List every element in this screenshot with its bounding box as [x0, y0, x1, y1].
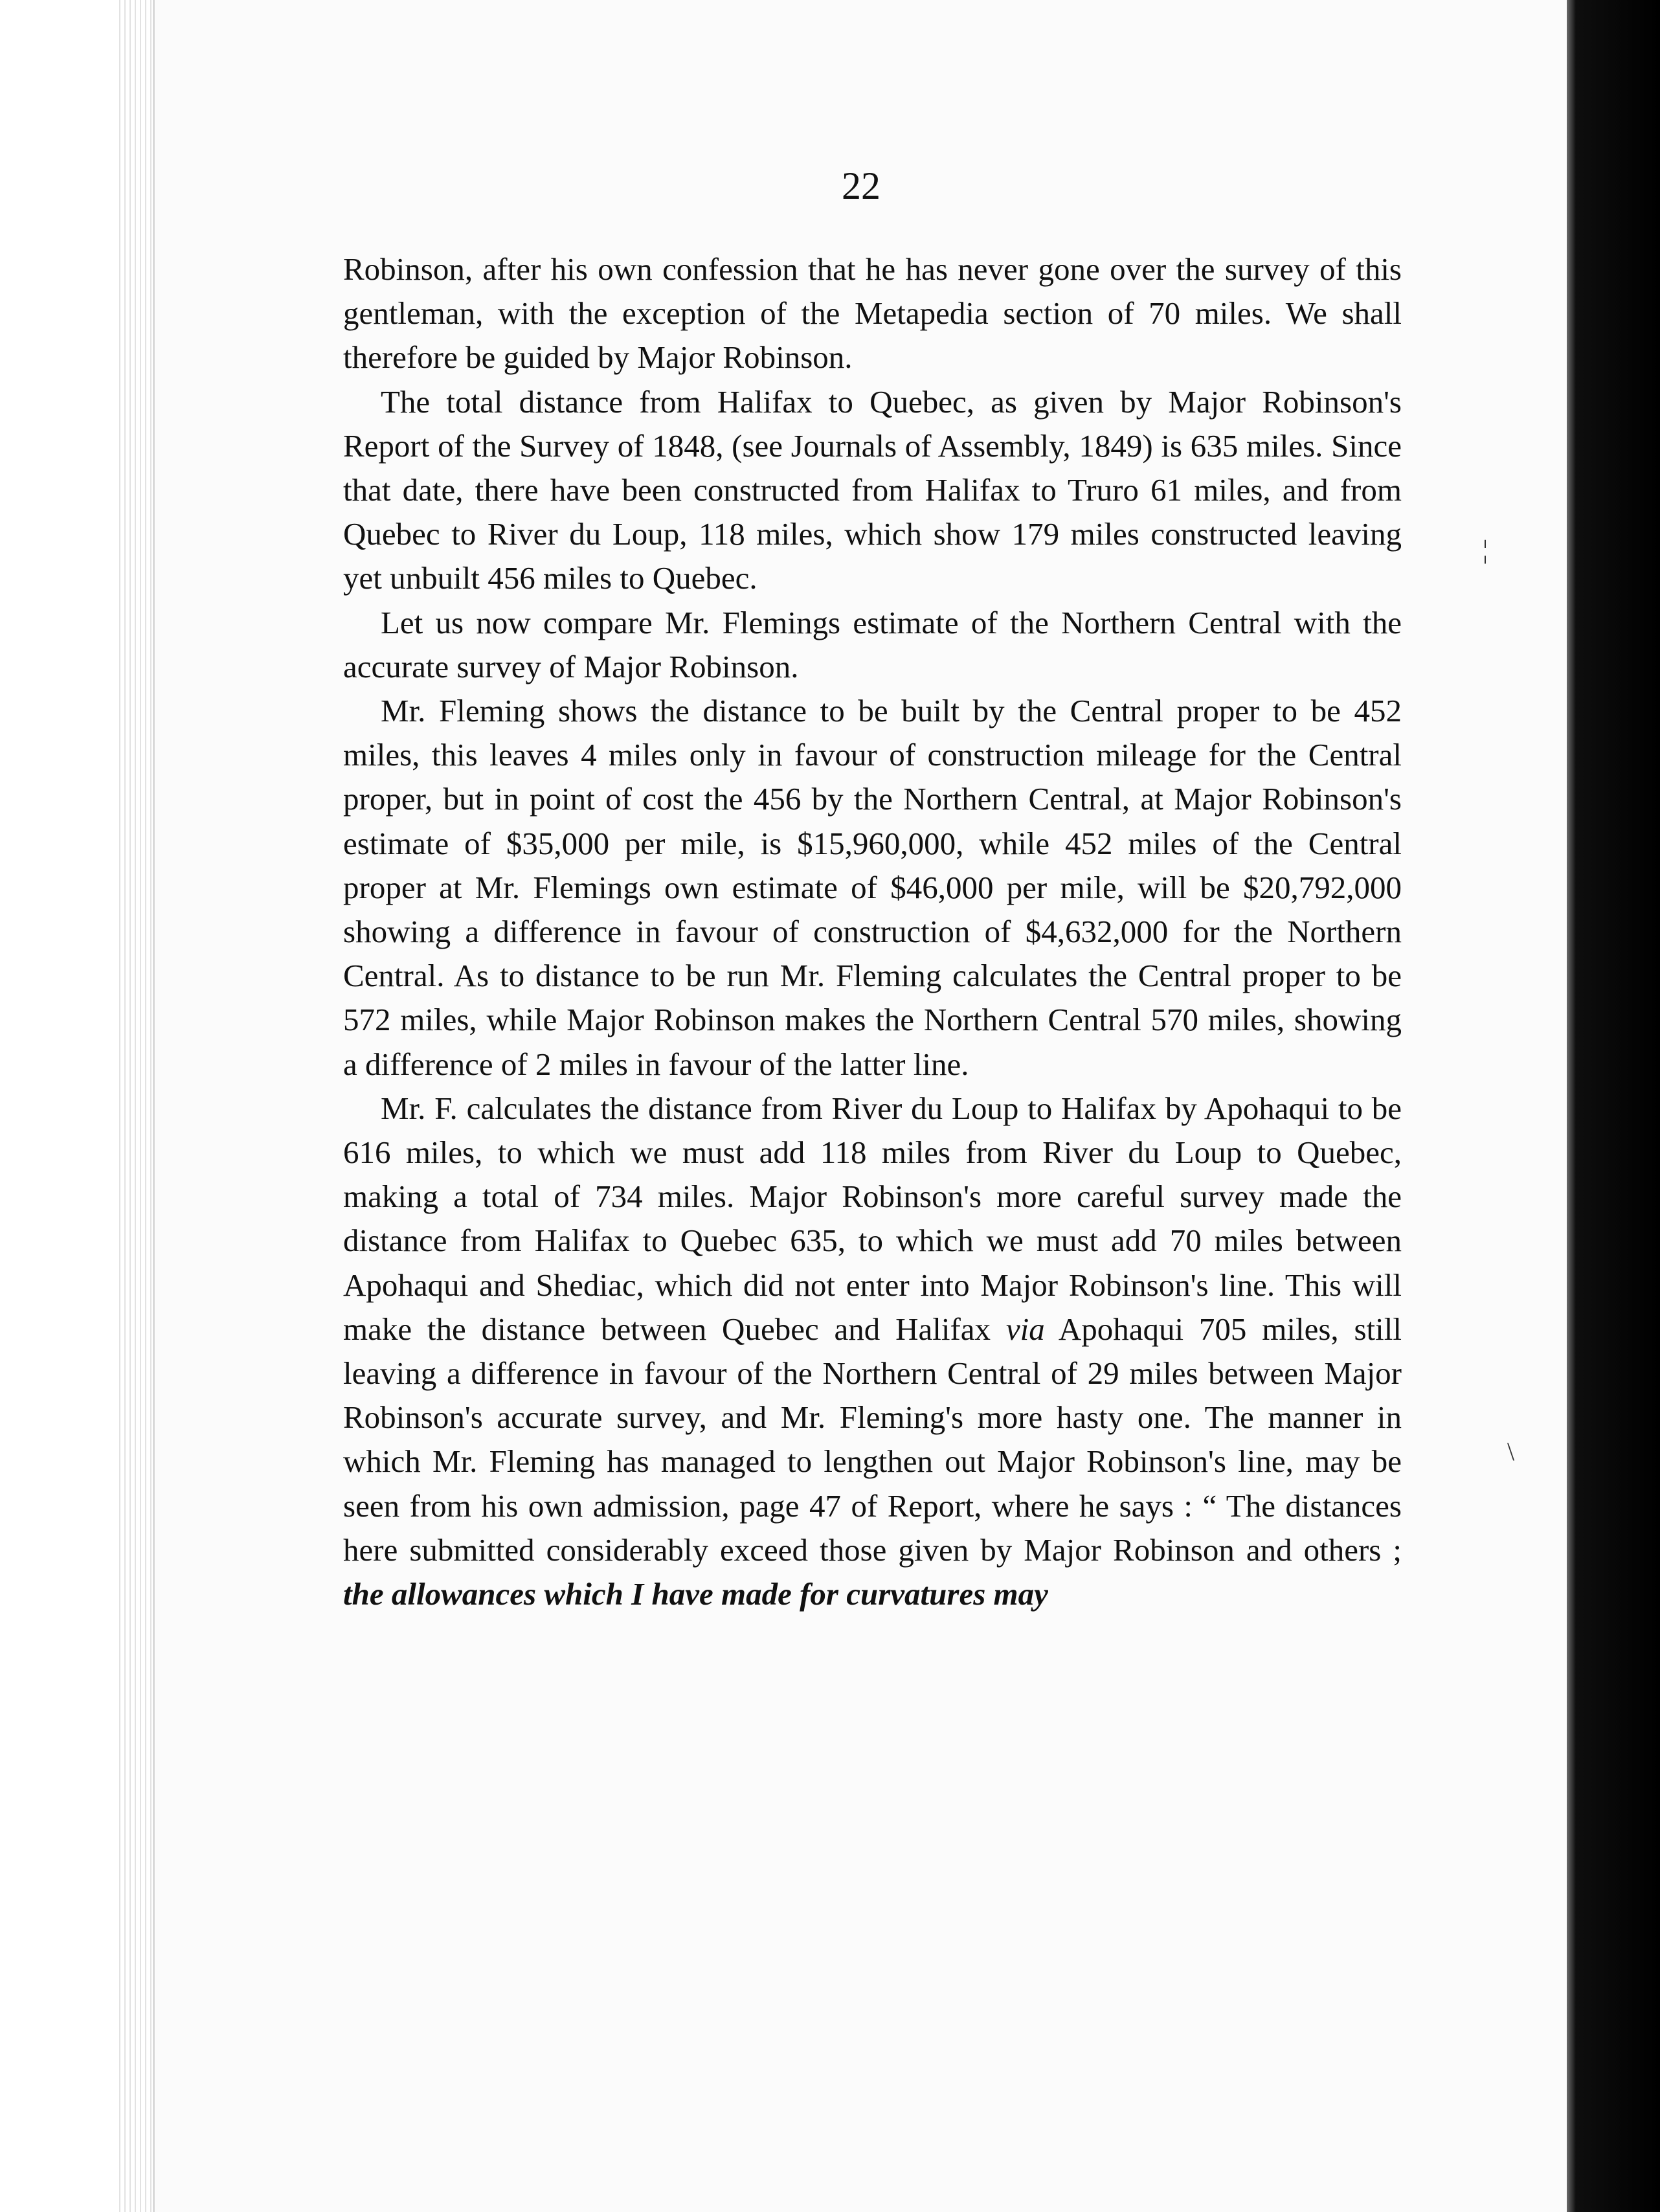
page-edge-rule [153, 0, 155, 2212]
italic-via: via [1005, 1311, 1045, 1347]
paragraph-text: Apohaqui 705 miles, still leaving a difference in favour of the Northern Central of 29 miles between Major Robinson's accurate survey, and Mr. Fleming's more hasty one. The manner in which Mr. Fleming has managed to lengthen out Major Robinson's line, may be seen from his own admission, page 47 of Report, where he says : “ The distances here submitted considerably exceed those given by Major Robinson and others ; [343, 1311, 1402, 1568]
margin-mark: ¦ [1483, 535, 1488, 564]
paragraph: Robinson, after his own confession that he has never gone over the survey of this gentleman, with the exception of the Metapedia section of 70 miles. We shall therefore be guided by Major Robinson. [343, 251, 1402, 376]
paragraph-text: Mr. F. calculates the distance from River du Loup to Halifax by Apohaqui to be 616 miles, to which we must add 118 miles from River du Loup to Quebec, making a total of 734 miles. Major Robinson's more careful survey made the distance from Halifax to Quebec 635, to which we must add 70 miles between Apohaqui and Shediac, which did not enter into Major Robinson's line. This will make the distance between Quebec and Halifax [343, 1090, 1402, 1347]
paragraph: The total distance from Halifax to Quebec, as given by Major Robinson's Report of the Survey of 1848, (see Journals of Assembly, 1849) is 635 miles. Since that date, there have been constructed from Halifax to Truro 61 miles, and from Quebec to River du Loup, 118 miles, which show 179 miles constructed leaving yet unbuilt 456 miles to Quebec. [343, 383, 1402, 596]
paragraph: Let us now compare Mr. Flemings estimate of the Northern Central with the accurate survey of Major Robinson. [343, 604, 1402, 684]
paragraph: Mr. Fleming shows the distance to be built by the Central proper to be 452 miles, this leaves 4 miles only in favour of construction mileage for the Central proper, but in point of cost the 456 by the Northern Central, at Major Robinson's estimate of $35,000 per mile, is $15,960,000, while 452 miles of the Central proper at Mr. Flemings own estimate of $46,000 per mile, will be $20,792,000 showing a difference in favour of construction of $4,632,000 for the Northern Central. As to distance to be run Mr. Fleming calculates the Central proper to be 572 miles, while Major Robinson makes the Northern Central 570 miles, showing a difference of 2 miles in favour of the latter line. [343, 693, 1402, 1082]
page-body-text [343, 247, 1402, 1616]
book-gutter-shadow [1567, 0, 1660, 2212]
paragraph [343, 1087, 1402, 1616]
italic-emphasis: the allowances which I have made for curvatures may [343, 1576, 1048, 1612]
page-number: 22 [842, 164, 880, 207]
margin-mark: \ [1507, 1437, 1515, 1466]
page-stack-edges [115, 0, 154, 2212]
